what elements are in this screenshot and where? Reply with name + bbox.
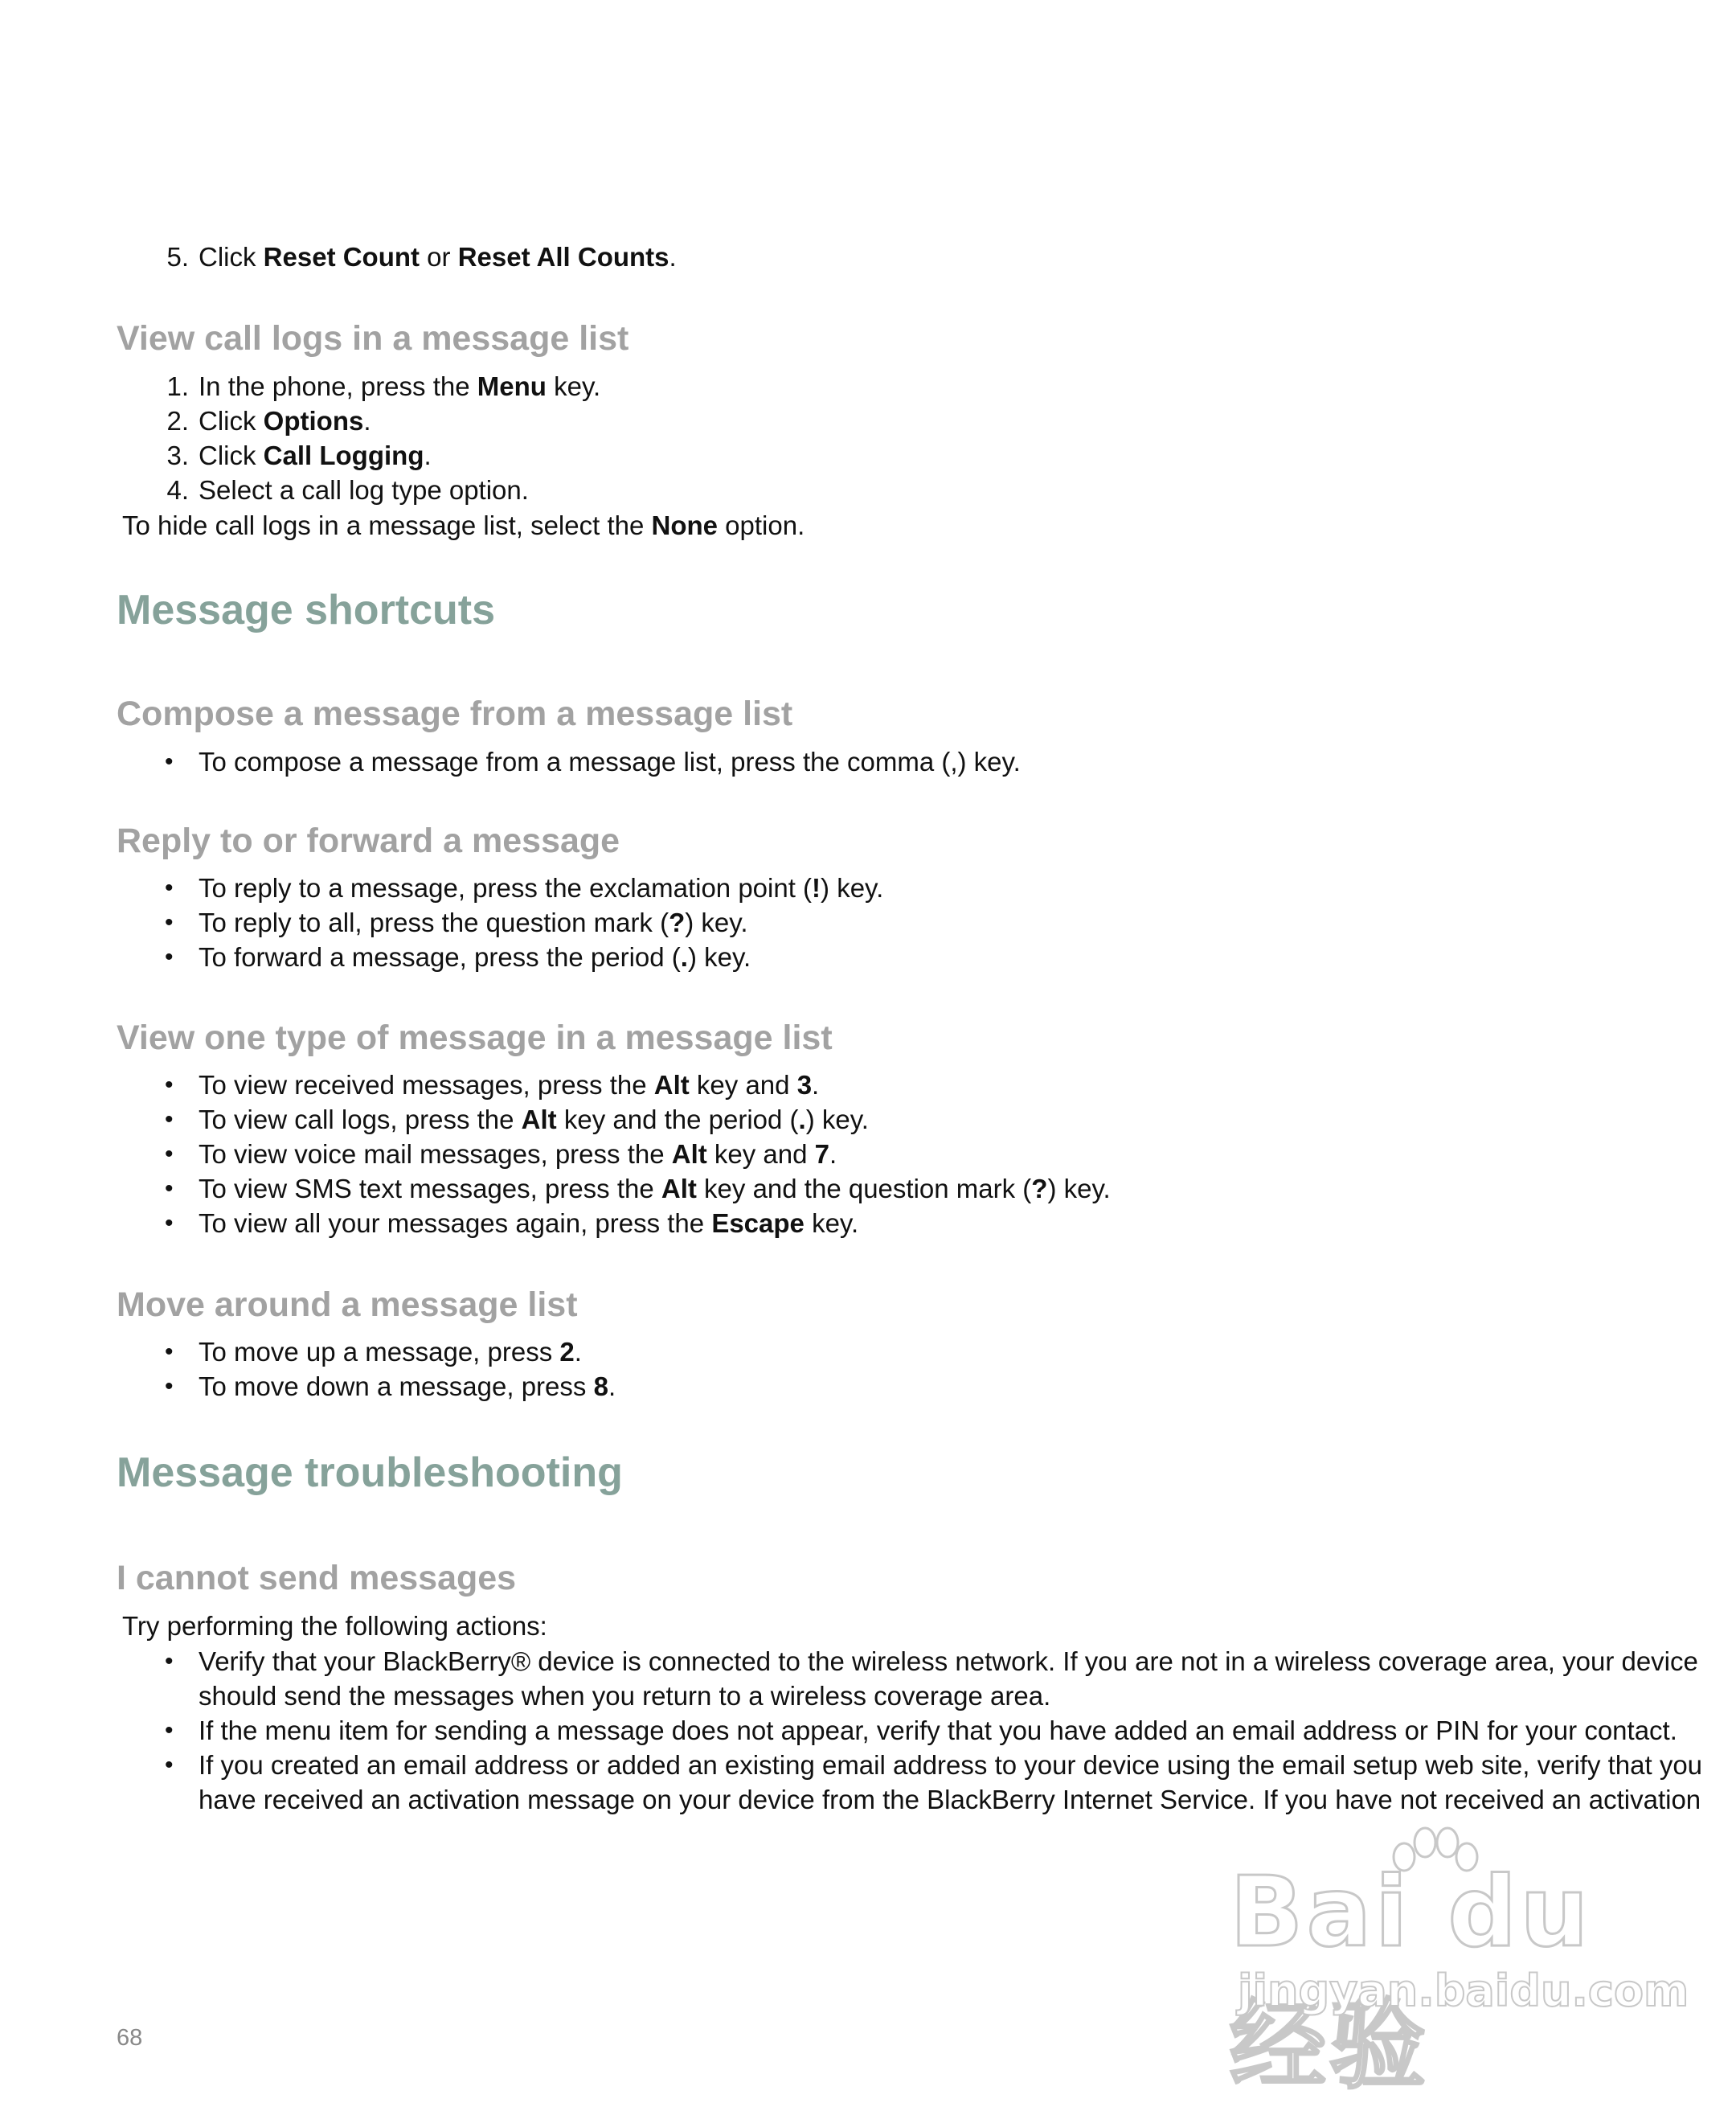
list-item: • To reply to a message, press the exclamation point (!) key. [165, 873, 884, 903]
step-5: 5. Click Reset Count or Reset All Counts. [117, 240, 677, 274]
cannot-send-list [117, 1644, 1736, 1817]
move-around-list [117, 1334, 616, 1404]
view-call-logs-heading: View call logs in a message list [117, 319, 629, 358]
view-one-type-list [117, 1068, 1111, 1240]
list-item: • If the menu item for sending a message does not appear, verify that you have added an email address or PIN for your contact. [165, 1716, 1677, 1745]
list-item: • If you created an email address or added an existing email address to your device using the email setup web site, verify that you have received an activation message on your device from the BlackBerry Internet Service. If you have not received an activation [165, 1750, 1703, 1814]
list-item: • To reply to all, press the question mark (?) key. [165, 908, 748, 937]
list-item: • To move up a message, press 2. [165, 1337, 582, 1367]
watermark-logo: Bai du 经验 [1230, 1857, 1592, 2102]
list-item: • To view received messages, press the Alt key and 3. [165, 1070, 820, 1100]
list-item: • To forward a message, press the period (.) key. [165, 942, 751, 972]
compose-list [117, 744, 1021, 779]
reply-forward-heading: Reply to or forward a message [117, 822, 620, 860]
move-around-heading: Move around a message list [117, 1285, 578, 1324]
list-item: • To view call logs, press the Alt key and the period (.) key. [165, 1105, 869, 1134]
cannot-send-heading: I cannot send messages [117, 1559, 517, 1597]
view-one-type-heading: View one type of message in a message list [117, 1019, 833, 1057]
step-4: 4. Select a call log type option. [166, 475, 529, 505]
step-2: 2. Click Options. [166, 406, 371, 436]
baidu-jingyan-watermark [1230, 1825, 1689, 2102]
cannot-send-intro: Try performing the following actions: [122, 1611, 547, 1641]
hide-call-logs-note: To hide call logs in a message list, select the None option. [122, 510, 805, 540]
list-item: • To compose a message from a message list, press the comma (,) key. [165, 747, 1021, 777]
message-troubleshooting-heading: Message troubleshooting [117, 1449, 623, 1496]
list-item: • To view all your messages again, press the Escape key. [165, 1208, 859, 1238]
page-number: 68 [117, 2025, 143, 2051]
list-item: • Verify that your BlackBerry® device is connected to the wireless network. If you are not in a wireless coverage area, your device should send the messages when you return to a wireless coverage area. [165, 1646, 1698, 1711]
message-shortcuts-heading: Message shortcuts [117, 587, 496, 633]
reply-forward-list [117, 871, 883, 974]
step-1: 1. In the phone, press the Menu key. [166, 371, 601, 401]
reset-count-steps [117, 240, 677, 274]
step-number: 5. [166, 242, 189, 272]
compose-heading: Compose a message from a message list [117, 695, 793, 733]
list-item: • To view voice mail messages, press the Alt key and 7. [165, 1139, 837, 1169]
list-item: • To view SMS text messages, press the Alt key and the question mark (?) key. [165, 1174, 1111, 1203]
list-item: • To move down a message, press 8. [165, 1371, 616, 1401]
view-call-logs-steps [117, 369, 600, 507]
watermark-url: jingyan.baidu.com [1238, 1966, 1689, 2016]
step-3: 3. Click Call Logging. [166, 441, 432, 470]
